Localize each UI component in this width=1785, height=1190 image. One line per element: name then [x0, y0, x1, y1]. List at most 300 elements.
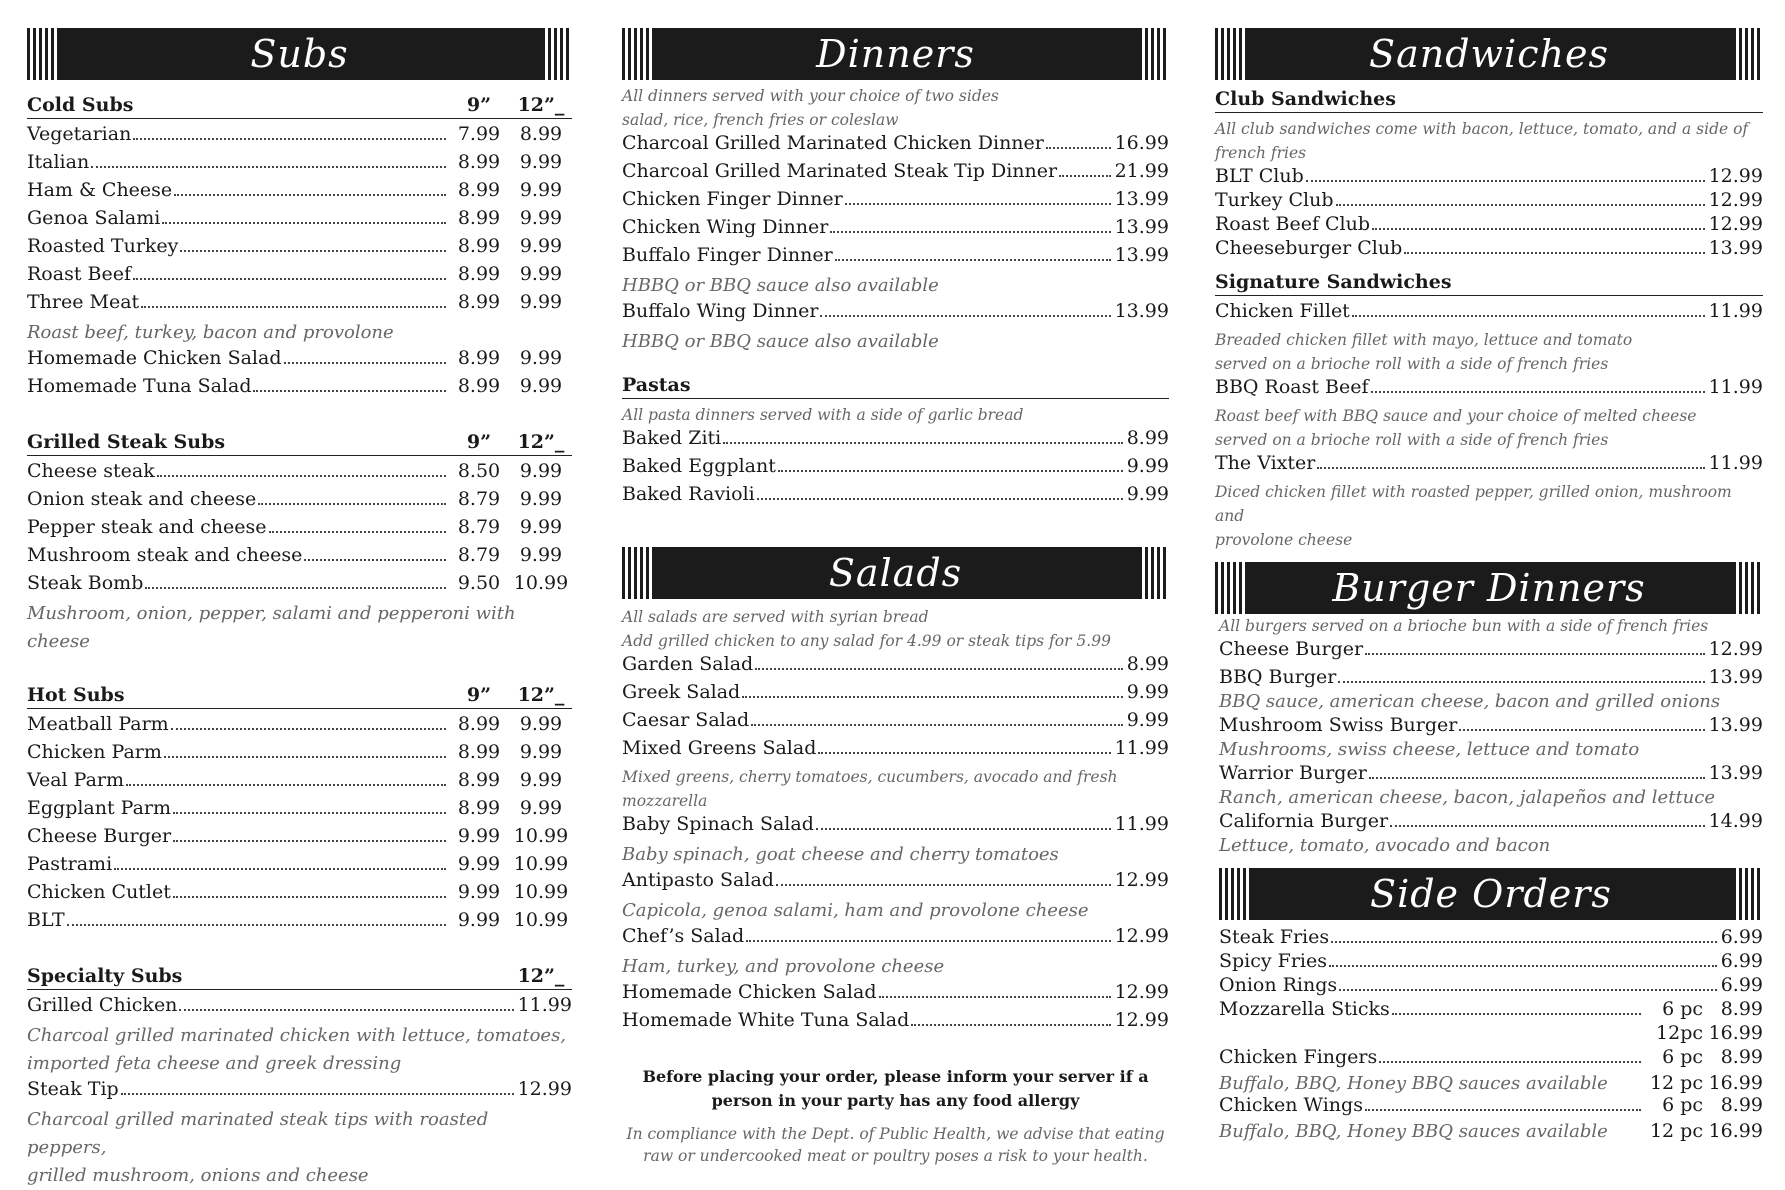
dinners-note: All dinners served with your choice of two sides: [622, 87, 999, 105]
banner-stripes-left: [27, 28, 57, 80]
menu-item: [622, 300, 1169, 328]
item-price: 9.99: [1126, 681, 1169, 703]
item-price: 12.99: [1114, 1009, 1169, 1031]
item-price: 11.99: [517, 994, 572, 1016]
pastas-title: Pastas: [622, 374, 691, 396]
item-name: Mushroom Swiss Burger: [1219, 714, 1458, 736]
item-price: 13.99: [1114, 244, 1169, 266]
item-name: Pepper steak and cheese: [27, 516, 267, 538]
side-orders-banner: [1219, 868, 1763, 920]
item-price: 6.99: [1720, 926, 1763, 948]
item-note: provolone cheese: [1215, 531, 1353, 549]
steak-bomb-note: Mushroom, onion, pepper, salami and pepperoni with cheese: [27, 603, 516, 652]
item-price-12in: 9.99: [519, 263, 563, 285]
menu-item: [27, 853, 572, 881]
specialty-subs-title: Specialty Subs: [27, 965, 183, 987]
item-price-12in: 9.99: [519, 151, 563, 173]
item-price-9in: 9.99: [457, 881, 501, 903]
item-name: Caesar Salad: [622, 709, 750, 731]
menu-item: [622, 216, 1169, 244]
item-price-12in: 9.99: [519, 347, 563, 369]
salads-banner-title: Salads: [828, 551, 963, 595]
item-price: 12.99: [1708, 638, 1763, 660]
item-name: Pastrami: [27, 853, 113, 875]
item-price: 8.99: [1720, 1094, 1763, 1116]
item-name: Italian: [27, 151, 90, 173]
side-orders-banner-title: Side Orders: [1370, 872, 1612, 916]
sandwiches-banner: [1215, 28, 1763, 80]
item-price: 8.99: [1720, 998, 1763, 1020]
dinners-banner-title: Dinners: [816, 32, 975, 76]
item-price-12in: 8.99: [519, 123, 563, 145]
item-price: 13.99: [1114, 300, 1169, 322]
item-note: served on a brioche roll with a side of french fries: [1215, 431, 1609, 449]
item-price-12in: 9.99: [519, 713, 563, 735]
size-9-label: 9”: [466, 684, 492, 706]
item-name: Homemade Tuna Salad: [27, 375, 252, 397]
menu-item: [27, 909, 572, 937]
menu-item: [27, 769, 572, 797]
item-name: Mixed Greens Salad: [622, 737, 817, 759]
item-price-9in: 8.79: [457, 516, 501, 538]
item-price-9in: 8.99: [457, 741, 501, 763]
item-name: Homemade White Tuna Salad: [622, 1009, 910, 1031]
item-quantity: 6 pc: [1662, 998, 1703, 1020]
banner-stripes-left: [622, 28, 652, 80]
item-name: Steak Bomb: [27, 572, 144, 594]
item-price: 9.99: [1126, 455, 1169, 477]
item-price: 16.99: [1708, 1072, 1763, 1094]
item-price-9in: 9.50: [457, 572, 501, 594]
menu-item: [622, 925, 1169, 953]
menu-item: [622, 981, 1169, 1009]
item-price: 12.99: [1114, 869, 1169, 891]
menu-item: [1219, 998, 1763, 1022]
item-name: Cheese steak: [27, 460, 155, 482]
item-price: 8.99: [1720, 1046, 1763, 1068]
size-12-label: 12”_: [517, 965, 565, 987]
item-price-9in: 9.99: [457, 909, 501, 931]
item-price: 12.99: [517, 1078, 572, 1100]
menu-item: [27, 572, 572, 600]
item-name: Vegetarian: [27, 123, 132, 145]
signature-sandwiches-header: [1215, 265, 1763, 296]
item-note: Buffalo, BBQ, Honey BBQ sauces available: [1219, 1121, 1608, 1142]
item-price: 11.99: [1708, 300, 1763, 322]
menu-item-size: [1219, 1118, 1763, 1142]
size-12-label: 12”_: [517, 94, 565, 116]
size-12-label: 12”_: [517, 684, 565, 706]
item-price-12in: 9.99: [519, 179, 563, 201]
dinners-banner: [622, 28, 1169, 80]
item-name: Three Meat: [27, 291, 140, 313]
pastas-list: [622, 427, 1169, 511]
item-name: Eggplant Parm: [27, 797, 172, 819]
item-price-9in: 8.99: [457, 291, 501, 313]
menu-item: [622, 737, 1169, 765]
dinners-note: salad, rice, french fries or coleslaw: [622, 111, 899, 129]
dinners-list: [622, 132, 1169, 272]
hot-subs-list: [27, 713, 572, 937]
hot-subs-header: [27, 678, 572, 709]
item-price: 11.99: [1114, 813, 1169, 835]
item-price-9in: 9.99: [457, 853, 501, 875]
item-note: Ham, turkey, and provolone cheese: [622, 956, 945, 977]
menu-item: [27, 881, 572, 909]
menu-item: [27, 207, 572, 235]
item-price: 13.99: [1708, 762, 1763, 784]
menu-item: [622, 681, 1169, 709]
item-price: 6.99: [1720, 950, 1763, 972]
item-name: BLT Club: [1215, 165, 1304, 187]
item-price-12in: 10.99: [513, 825, 569, 847]
item-name: California Burger: [1219, 810, 1389, 832]
item-name: Meatball Parm: [27, 713, 169, 735]
item-name: Chicken Parm: [27, 741, 162, 763]
item-name: Cheeseburger Club: [1215, 237, 1403, 259]
item-quantity: 12pc: [1656, 1022, 1703, 1044]
item-quantity: 12 pc: [1649, 1072, 1703, 1094]
item-price-9in: 8.99: [457, 375, 501, 397]
item-price: 9.99: [1126, 483, 1169, 505]
menu-item: [1219, 810, 1763, 834]
item-price: 11.99: [1708, 376, 1763, 398]
item-price-9in: 8.99: [457, 235, 501, 257]
sandwiches-banner-title: Sandwiches: [1369, 32, 1609, 76]
item-price: 12.99: [1708, 165, 1763, 187]
menu-item: [1219, 1046, 1763, 1070]
hot-subs-title: Hot Subs: [27, 684, 125, 706]
menu-item: [622, 427, 1169, 455]
item-price-12in: 9.99: [519, 207, 563, 229]
item-quantity: 6 pc: [1662, 1046, 1703, 1068]
menu-item: [27, 151, 572, 179]
banner-stripes-right: [1733, 28, 1763, 80]
menu-item: [27, 263, 572, 291]
item-price-12in: 9.99: [519, 235, 563, 257]
item-price-9in: 7.99: [457, 123, 501, 145]
item-note: Lettuce, tomato, avocado and bacon: [1219, 835, 1551, 856]
menu-item: [27, 460, 572, 488]
item-name: Mozzarella Sticks: [1219, 998, 1390, 1020]
item-price: 13.99: [1114, 188, 1169, 210]
item-name: Roast Beef: [27, 263, 131, 285]
cold-subs-list: [27, 123, 572, 319]
item-note: Diced chicken fillet with roasted pepper, grilled onion, mushroom and: [1215, 483, 1732, 525]
subs-column: [27, 28, 572, 1190]
item-price-9in: 8.50: [457, 460, 501, 482]
item-name: Garden Salad: [622, 653, 754, 675]
item-price-9in: 8.99: [457, 179, 501, 201]
sandwiches-column: [1215, 28, 1763, 1142]
menu-item: [27, 123, 572, 151]
banner-stripes-right: [542, 28, 572, 80]
specialty-subs-header: [27, 959, 572, 990]
menu-item: [27, 994, 572, 1022]
item-note: Charcoal grilled marinated steak tips with roasted peppers,: [27, 1109, 489, 1158]
item-price-9in: 8.99: [457, 797, 501, 819]
menu-item: [622, 455, 1169, 483]
item-name: Cheese Burger: [1219, 638, 1364, 660]
grilled-steak-title: Grilled Steak Subs: [27, 431, 226, 453]
menu-item: [1215, 376, 1763, 404]
item-name: Chicken Fillet: [1215, 300, 1350, 322]
menu-item: [622, 188, 1169, 216]
item-price-9in: 8.99: [457, 769, 501, 791]
item-price-12in: 9.99: [519, 516, 563, 538]
item-name: Chicken Finger Dinner: [622, 188, 843, 210]
item-price-9in: 8.99: [457, 347, 501, 369]
pastas-header: [622, 368, 1169, 399]
menu-item: [27, 825, 572, 853]
item-price: 12.99: [1708, 189, 1763, 211]
item-price-12in: 9.99: [519, 291, 563, 313]
club-sandwiches-header: [1215, 82, 1763, 113]
item-price: 12.99: [1114, 981, 1169, 1003]
mixed-greens-note: Mixed greens, cherry tomatoes, cucumbers, avocado and fresh mozzarella: [622, 768, 1118, 810]
banner-stripes-left: [1219, 868, 1249, 920]
item-name: Onion steak and cheese: [27, 488, 257, 510]
item-name: Grilled Chicken: [27, 994, 178, 1016]
item-price-9in: 8.99: [457, 263, 501, 285]
item-price-12in: 9.99: [519, 741, 563, 763]
banner-stripes-left: [1215, 562, 1245, 614]
subs-banner: [27, 28, 572, 80]
item-name: Charcoal Grilled Marinated Steak Tip Dinner: [622, 160, 1058, 182]
item-name: Genoa Salami: [27, 207, 161, 229]
item-price-12in: 9.99: [519, 375, 563, 397]
menu-item: [27, 375, 572, 403]
menu-item: [27, 1078, 572, 1106]
item-price: 9.99: [1126, 709, 1169, 731]
menu-item: [1219, 926, 1763, 950]
item-quantity: 12 pc: [1649, 1120, 1703, 1142]
item-name: Chef’s Salad: [622, 925, 745, 947]
sauce-note: HBBQ or BBQ sauce also available: [622, 331, 939, 352]
item-price-12in: 9.99: [519, 797, 563, 819]
menu-item: [1219, 714, 1763, 738]
grilled-steak-header: [27, 425, 572, 456]
size-9-label: 9”: [466, 431, 492, 453]
menu-item: [622, 653, 1169, 681]
item-price-12in: 10.99: [513, 909, 569, 931]
subs-banner-title: Subs: [250, 32, 349, 76]
item-price-12in: 9.99: [519, 544, 563, 566]
menu-item: [27, 347, 572, 375]
item-price: 16.99: [1708, 1022, 1763, 1044]
menu-item: [27, 741, 572, 769]
menu-item: [1215, 213, 1763, 237]
item-price: 21.99: [1114, 160, 1169, 182]
club-note: All club sandwiches come with bacon, lettuce, tomato, and a side of french fries: [1215, 120, 1749, 162]
item-price-12in: 10.99: [513, 572, 569, 594]
item-note: Buffalo, BBQ, Honey BBQ sauces available: [1219, 1073, 1608, 1094]
cold-subs-header: [27, 88, 572, 119]
item-name: Onion Rings: [1219, 974, 1338, 996]
item-price-12in: 9.99: [519, 488, 563, 510]
item-price: 13.99: [1114, 216, 1169, 238]
item-price-9in: 8.99: [457, 151, 501, 173]
item-price: 13.99: [1708, 237, 1763, 259]
salads-note: All salads are served with syrian bread: [622, 608, 929, 626]
dinners-column: [622, 28, 1169, 1167]
item-name: Roasted Turkey: [27, 235, 179, 257]
item-name: Steak Fries: [1219, 926, 1330, 948]
item-name: Baked Ravioli: [622, 483, 755, 505]
item-price-9in: 8.79: [457, 544, 501, 566]
item-price: 8.99: [1126, 653, 1169, 675]
item-note: Capicola, genoa salami, ham and provolone cheese: [622, 900, 1089, 921]
item-note: Baby spinach, goat cheese and cherry tomatoes: [622, 844, 1059, 865]
item-price: 16.99: [1708, 1120, 1763, 1142]
menu-item: [1219, 762, 1763, 786]
sauce-note: HBBQ or BBQ sauce also available: [622, 275, 939, 296]
grilled-steak-list: [27, 460, 572, 600]
item-name: Steak Tip: [27, 1078, 119, 1100]
item-name: Spicy Fries: [1219, 950, 1328, 972]
item-price: 16.99: [1114, 132, 1169, 154]
menu-item: [1215, 189, 1763, 213]
menu-item: [622, 813, 1169, 841]
menu-item: [27, 291, 572, 319]
item-name: Turkey Club: [1215, 189, 1334, 211]
banner-stripes-right: [1139, 547, 1169, 599]
club-sandwiches-list: [1215, 165, 1763, 261]
item-name: Homemade Chicken Salad: [622, 981, 877, 1003]
salads-note: Add grilled chicken to any salad for 4.99 or steak tips for 5.99: [622, 632, 1111, 650]
item-price: 11.99: [1114, 737, 1169, 759]
menu-item: [27, 797, 572, 825]
menu-item: [622, 132, 1169, 160]
banner-stripes-right: [1733, 868, 1763, 920]
menu-item: [622, 160, 1169, 188]
size-9-label: 9”: [466, 94, 492, 116]
menu-item: [622, 869, 1169, 897]
item-name: BLT: [27, 909, 65, 931]
item-quantity: 6 pc: [1662, 1094, 1703, 1116]
item-note: Breaded chicken fillet with mayo, lettuce and tomato: [1215, 331, 1633, 349]
salads-list: [622, 653, 1169, 765]
menu-item: [622, 1009, 1169, 1037]
pastas-note: All pasta dinners served with a side of garlic bread: [622, 406, 1024, 424]
item-name: Cheese Burger: [27, 825, 172, 847]
item-price-9in: 9.99: [457, 825, 501, 847]
menu-item: [622, 244, 1169, 272]
burger-dinners-banner: [1215, 562, 1763, 614]
menu-item: [27, 516, 572, 544]
item-name: Chicken Wings: [1219, 1094, 1363, 1116]
menu-item: [27, 713, 572, 741]
burger-dinners-banner-title: Burger Dinners: [1332, 566, 1646, 610]
size-12-label: 12”_: [517, 431, 565, 453]
item-name: Veal Parm: [27, 769, 125, 791]
menu-item: [27, 179, 572, 207]
item-note: Charcoal grilled marinated chicken with lettuce, tomatoes,: [27, 1025, 567, 1046]
banner-stripes-left: [622, 547, 652, 599]
item-name: Buffalo Wing Dinner: [622, 300, 819, 322]
item-name: Antipasto Salad: [622, 869, 774, 891]
item-note: Ranch, american cheese, bacon, jalapeños and lettuce: [1219, 787, 1716, 808]
menu-item: [27, 235, 572, 263]
burgers-note: All burgers served on a brioche bun with a side of french fries: [1219, 617, 1709, 635]
menu-item: [1219, 638, 1763, 666]
menu-item: [622, 483, 1169, 511]
item-price: 8.99: [1126, 427, 1169, 449]
item-name: Chicken Cutlet: [27, 881, 171, 903]
item-name: Roast Beef Club: [1215, 213, 1371, 235]
side-orders-list: [1219, 926, 1763, 998]
item-name: Baked Ziti: [622, 427, 722, 449]
item-price-9in: 8.99: [457, 713, 501, 735]
item-price-12in: 9.99: [519, 460, 563, 482]
item-name: BBQ Roast Beef: [1215, 376, 1369, 398]
club-sandwiches-title: Club Sandwiches: [1215, 88, 1396, 110]
item-name: Chicken Fingers: [1219, 1046, 1378, 1068]
cold-subs-list-2: [27, 347, 572, 403]
banner-stripes-left: [1215, 28, 1245, 80]
item-price: 6.99: [1720, 974, 1763, 996]
item-name: BBQ Burger: [1219, 666, 1337, 688]
item-price: 13.99: [1708, 666, 1763, 688]
item-price-12in: 10.99: [513, 881, 569, 903]
item-price-9in: 8.79: [457, 488, 501, 510]
item-name: Greek Salad: [622, 681, 741, 703]
item-name: Chicken Wing Dinner: [622, 216, 829, 238]
item-name: Warrior Burger: [1219, 762, 1367, 784]
item-name: Baby Spinach Salad: [622, 813, 814, 835]
menu-item: [1215, 452, 1763, 480]
health-notice: In compliance with the Dept. of Public Health, we advise that eating raw or undercooked meat or poultry poses a risk to your health.: [626, 1125, 1165, 1165]
menu-item: [27, 544, 572, 572]
item-price: 13.99: [1708, 714, 1763, 736]
item-price: 11.99: [1708, 452, 1763, 474]
item-price-9in: 8.99: [457, 207, 501, 229]
menu-item: [1215, 300, 1763, 328]
item-note: imported feta cheese and greek dressing: [27, 1053, 402, 1074]
banner-stripes-right: [1139, 28, 1169, 80]
menu-item: [622, 709, 1169, 737]
menu-item: [1219, 950, 1763, 974]
menu-item: [1215, 165, 1763, 189]
salads-banner: [622, 547, 1169, 599]
menu-item: [1215, 237, 1763, 261]
item-name: Buffalo Finger Dinner: [622, 244, 833, 266]
item-note: Mushrooms, swiss cheese, lettuce and tomato: [1219, 739, 1640, 760]
three-meat-note: Roast beef, turkey, bacon and provolone: [27, 322, 394, 343]
item-note: served on a brioche roll with a side of french fries: [1215, 355, 1609, 373]
item-name: The Vixter: [1215, 452, 1316, 474]
menu-item: [1219, 974, 1763, 998]
menu-item: [1219, 666, 1763, 690]
item-name: Mushroom steak and cheese: [27, 544, 303, 566]
menu-item-size: [1219, 1022, 1763, 1046]
item-name: Ham & Cheese: [27, 179, 173, 201]
item-name: Charcoal Grilled Marinated Chicken Dinner: [622, 132, 1044, 154]
item-price: 14.99: [1708, 810, 1763, 832]
item-note: grilled mushroom, onions and cheese: [27, 1165, 369, 1186]
item-price: 12.99: [1114, 925, 1169, 947]
cold-subs-title: Cold Subs: [27, 94, 134, 116]
salads-list-2: [622, 981, 1169, 1037]
menu-item-size: [1219, 1070, 1763, 1094]
item-price: 12.99: [1708, 213, 1763, 235]
banner-stripes-right: [1733, 562, 1763, 614]
allergy-notice: Before placing your order, please inform your server if a person in your party has any food allergy: [642, 1067, 1149, 1110]
item-name: Homemade Chicken Salad: [27, 347, 282, 369]
item-price-12in: 9.99: [519, 769, 563, 791]
item-note: Roast beef with BBQ sauce and your choice of melted cheese: [1215, 407, 1697, 425]
item-note: BBQ sauce, american cheese, bacon and grilled onions: [1219, 691, 1721, 712]
